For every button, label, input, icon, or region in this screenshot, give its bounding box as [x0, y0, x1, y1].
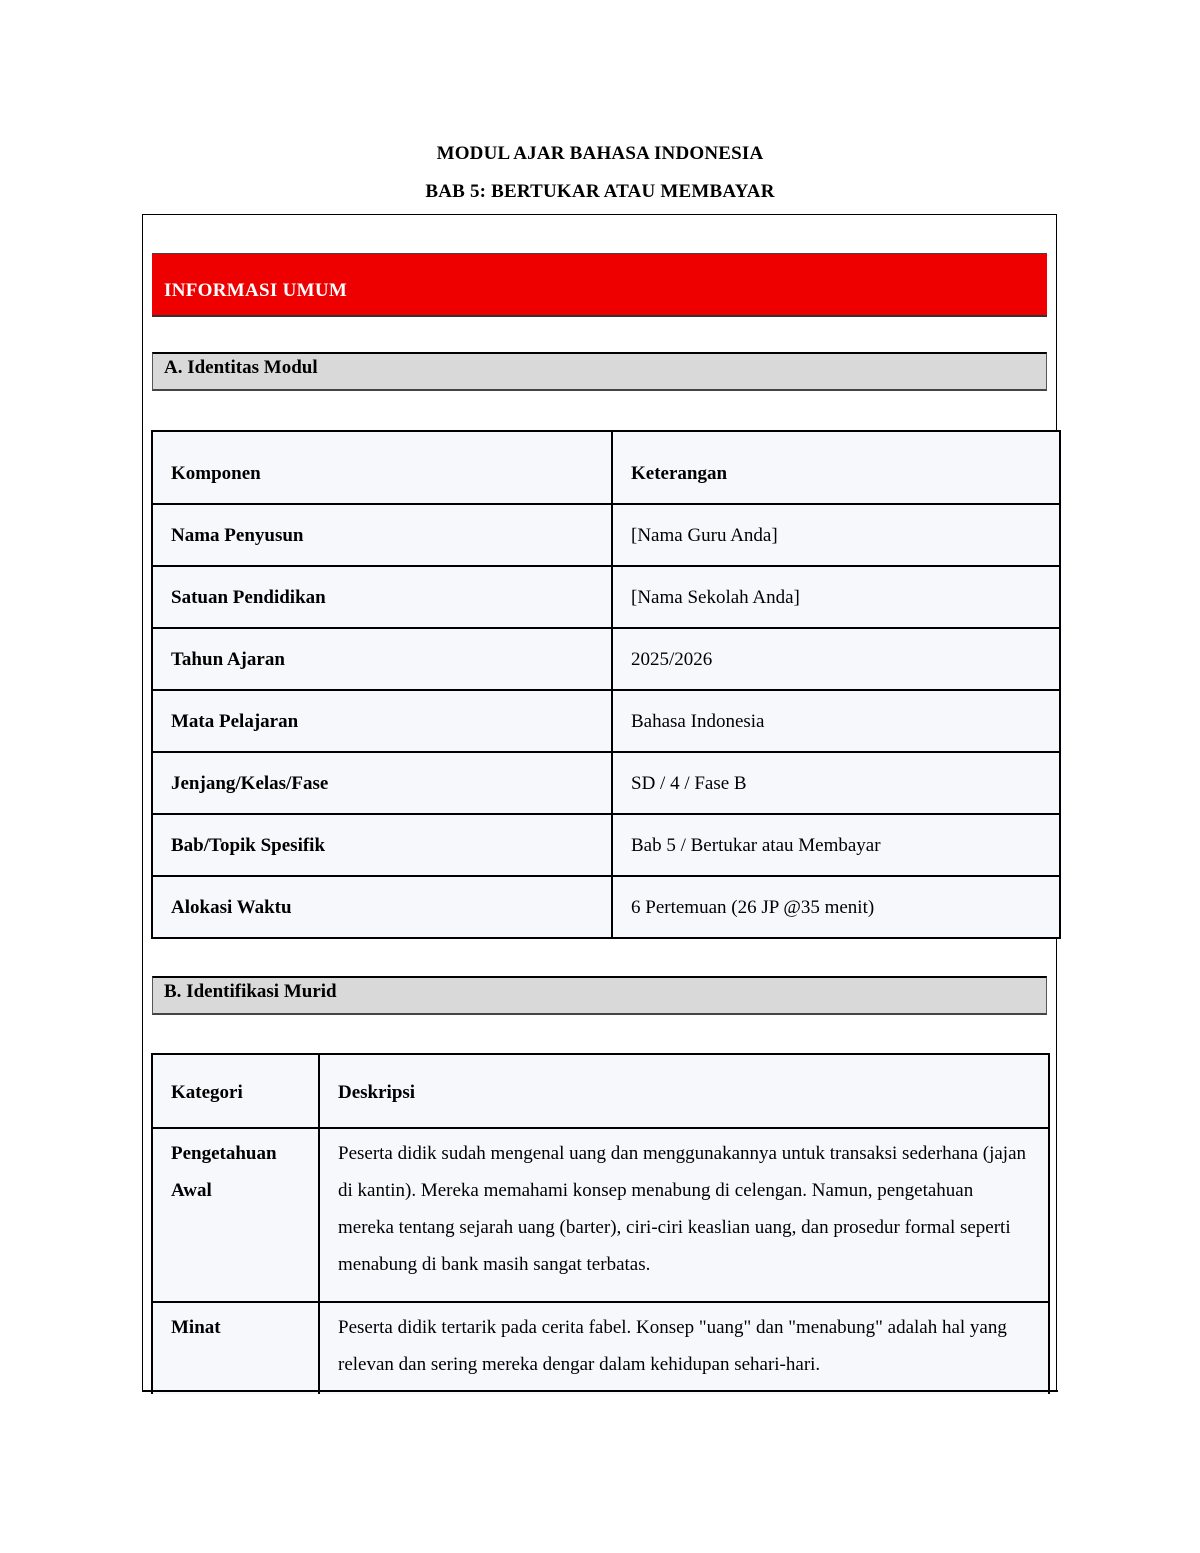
row-label: Tahun Ajaran: [152, 628, 612, 690]
table-row: [152, 752, 1060, 814]
row-label: Jenjang/Kelas/Fase: [152, 752, 612, 814]
page-cut-line: [142, 1390, 1058, 1392]
column-header-komponen: Komponen: [152, 431, 612, 504]
section-b-heading: B. Identifikasi Murid: [164, 981, 337, 1002]
row-value: Peserta didik sudah mengenal uang dan menggunakannya untuk transaksi sederhana (jajan di kantin). Mereka memahami konsep menabung di celengan. Namun, pengetahuan mereka tentang sejarah uang (barter), ciri-ciri keaslian uang, dan prosedur formal seperti menabung di bank masih sangat terbatas.: [319, 1128, 1049, 1302]
row-value: Bahasa Indonesia: [612, 690, 1060, 752]
table-row: [152, 1302, 1049, 1394]
row-value: 6 Pertemuan (26 JP @35 menit): [612, 876, 1060, 938]
table-row: [152, 876, 1060, 938]
section-b-heading-bar: [152, 976, 1047, 1015]
row-value: Peserta didik tertarik pada cerita fabel. Konsep "uang" dan "menabung" adalah hal yang relevan dan sering mereka dengar dalam kehidupan sehari-hari.: [319, 1302, 1049, 1394]
student-identification-table: [151, 1053, 1050, 1394]
document-subtitle: BAB 5: BERTUKAR ATAU MEMBAYAR: [425, 181, 775, 202]
table-row: [152, 628, 1060, 690]
banner-label: INFORMASI UMUM: [164, 280, 348, 301]
table-row: [152, 566, 1060, 628]
table-header-row: [152, 1054, 1049, 1128]
row-value: 2025/2026: [612, 628, 1060, 690]
row-label: Alokasi Waktu: [152, 876, 612, 938]
table-row: [152, 504, 1060, 566]
section-a-heading: A. Identitas Modul: [164, 357, 318, 378]
row-value: SD / 4 / Fase B: [612, 752, 1060, 814]
table-row: [152, 814, 1060, 876]
column-header-deskripsi: Deskripsi: [319, 1054, 1049, 1128]
column-header-keterangan: Keterangan: [612, 431, 1060, 504]
row-label: Satuan Pendidikan: [152, 566, 612, 628]
row-value: [Nama Guru Anda]: [612, 504, 1060, 566]
row-label: Mata Pelajaran: [152, 690, 612, 752]
section-a-heading-bar: [152, 352, 1047, 391]
row-value: Bab 5 / Bertukar atau Membayar: [612, 814, 1060, 876]
row-label: Nama Penyusun: [152, 504, 612, 566]
table-header-row: [152, 431, 1060, 504]
row-label: Bab/Topik Spesifik: [152, 814, 612, 876]
row-label: Pengetahuan Awal: [152, 1128, 319, 1302]
general-info-banner: [152, 253, 1047, 317]
column-header-kategori: Kategori: [152, 1054, 319, 1128]
table-row: [152, 1128, 1049, 1302]
document-title: MODUL AJAR BAHASA INDONESIA: [436, 143, 764, 164]
row-label: Minat: [152, 1302, 319, 1394]
table-row: [152, 690, 1060, 752]
module-identity-table: [151, 430, 1061, 939]
row-value: [Nama Sekolah Anda]: [612, 566, 1060, 628]
